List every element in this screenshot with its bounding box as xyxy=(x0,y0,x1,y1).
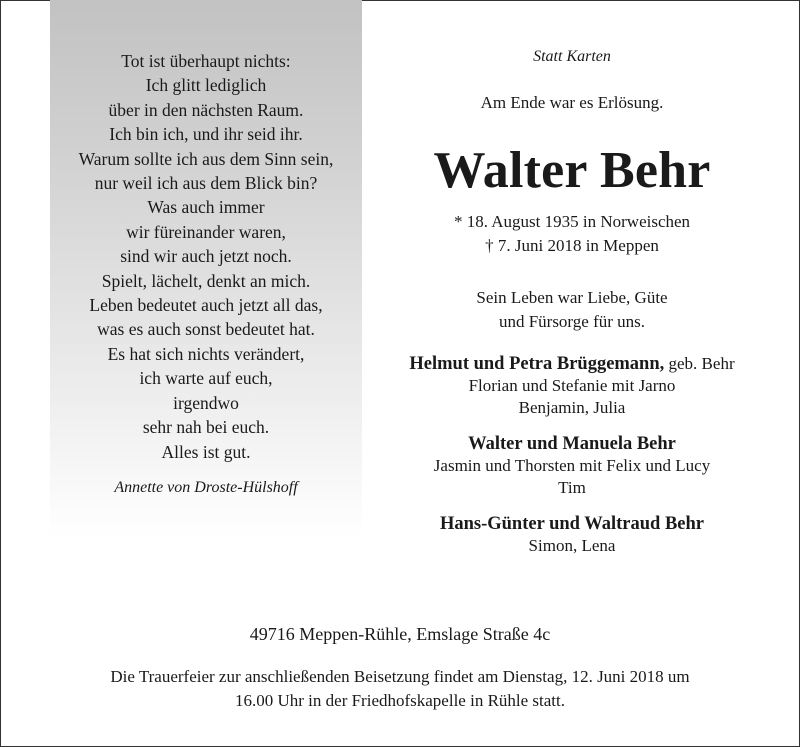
poem-line: über in den nächsten Raum. xyxy=(108,99,304,120)
family-member: Simon, Lena xyxy=(528,536,616,555)
family-member: Florian und Stefanie mit Jarno xyxy=(468,376,676,395)
family-group xyxy=(370,353,774,419)
quote-line: Sein Leben war Liebe, Güte xyxy=(476,288,668,307)
family-member: Tim xyxy=(558,478,586,497)
poem-line: irgendwo xyxy=(173,392,239,413)
poem-line: was es auch sonst bedeutet hat. xyxy=(97,319,315,340)
service-line: 16.00 Uhr in der Friedhofskapelle in Rühle statt. xyxy=(234,691,566,710)
poem-line: Ich glitt lediglich xyxy=(145,75,267,96)
death-date: † 7. Juni 2018 in Meppen xyxy=(485,236,659,255)
poem-author: Annette von Droste-Hülshoff xyxy=(114,479,298,496)
funeral-service-info xyxy=(55,665,745,713)
family-group xyxy=(370,513,774,557)
family-member: Benjamin, Julia xyxy=(518,398,626,417)
poem-line: ich warte auf euch, xyxy=(139,368,273,389)
poem-line: Warum sollte ich aus dem Sinn sein, xyxy=(78,148,334,169)
intro-text: Am Ende war es Erlösung. xyxy=(480,93,664,112)
poem-line: Alles ist gut. xyxy=(161,441,251,462)
family-member: Jasmin und Thorsten mit Felix und Lucy xyxy=(433,456,711,475)
statt-karten: Statt Karten xyxy=(533,48,611,65)
deceased-name: Walter Behr xyxy=(433,142,711,199)
poem-line: Ich bin ich, und ihr seid ihr. xyxy=(109,124,303,145)
address: 49716 Meppen-Rühle, Emslage Straße 4c xyxy=(249,624,551,644)
poem xyxy=(50,49,362,464)
quote-line: und Fürsorge für uns. xyxy=(498,312,646,331)
family-head-name: Hans-Günter und Waltraud Behr xyxy=(439,514,705,534)
family-head xyxy=(370,353,774,375)
poem-line: sehr nah bei euch. xyxy=(142,417,270,438)
poem-line: wir füreinander waren, xyxy=(126,221,286,242)
poem-line: Tot ist überhaupt nichts: xyxy=(121,51,291,71)
poem-line: Spielt, lächelt, denkt an mich. xyxy=(101,270,311,291)
poem-line: Was auch immer xyxy=(147,197,265,218)
poem-line: Es hat sich nichts verändert, xyxy=(107,343,305,364)
life-dates xyxy=(370,210,774,258)
poem-line: sind wir auch jetzt noch. xyxy=(120,246,292,267)
birth-date: * 18. August 1935 in Norweischen xyxy=(453,212,691,231)
family-head-suffix: geb. Behr xyxy=(664,354,735,373)
family-head-name: Helmut und Petra Brüggemann, xyxy=(409,354,665,374)
poem-line: Leben bedeutet auch jetzt all das, xyxy=(89,295,323,316)
poem-line: nur weil ich aus dem Blick bin? xyxy=(94,173,318,194)
tribute-quote xyxy=(370,286,774,334)
family-head-name: Walter und Manuela Behr xyxy=(468,434,676,454)
service-line: Die Trauerfeier zur anschließenden Beisetzung findet am Dienstag, 12. Juni 2018 um xyxy=(110,667,690,686)
family-group xyxy=(370,433,774,499)
